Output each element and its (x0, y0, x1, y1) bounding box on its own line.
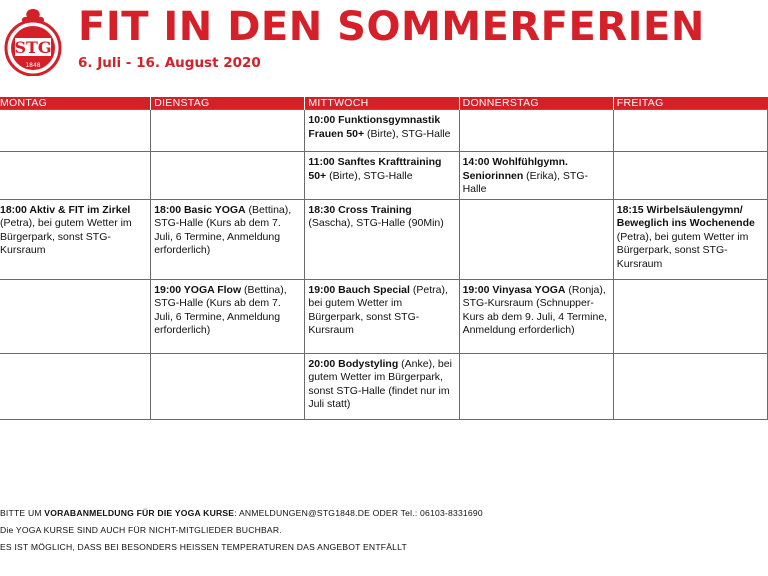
course-details: (Ronja), STG-Kursraum (Schnupper-Kurs ab dem 9. Juli, 4 Termine, Anmeldung erforderlich) (462, 283, 608, 336)
course-title: 20:00 Bodystyling (308, 357, 399, 370)
course-details: (Erika), STG-Halle (462, 169, 588, 195)
schedule-cell-tuesday (151, 152, 305, 200)
schedule-table (0, 97, 768, 420)
schedule-cell-tuesday (151, 199, 305, 279)
day-header-monday: MONTAG (0, 97, 151, 110)
schedule-row (0, 279, 768, 353)
schedule-cell-wednesday (305, 279, 459, 353)
note-non-members: Die YOGA KURSE SIND AUCH FÜR NICHT-MITGLIEDER BUCHBAR. (0, 525, 282, 535)
schedule-cell-wednesday (305, 199, 459, 279)
course-title: 19:00 YOGA Flow (154, 283, 242, 296)
logo-text: STG (14, 38, 52, 57)
course-details: (Bettina), STG-Halle (Kurs ab dem 7. Juli, 6 Termine, Anmeldung erforderlich) (154, 283, 287, 336)
schedule-cell-wednesday (305, 353, 459, 419)
schedule-cell-friday (613, 152, 767, 200)
schedule-cell-monday (0, 199, 151, 279)
course-details: (Birte), STG-Halle (364, 127, 451, 140)
club-logo (0, 6, 66, 76)
page-title: FIT IN DEN SOMMERFERIEN (78, 4, 705, 50)
logo-year: 1848 (25, 62, 41, 69)
course-details: (Petra), bei gutem Wetter im Bürgerpark, sonst STG-Kursraum (0, 217, 132, 256)
course-details: (Bettina), STG-Halle (Kurs ab dem 7. Juli, 6 Termine, Anmeldung erforderlich) (154, 203, 292, 256)
schedule-cell-thursday (459, 152, 613, 200)
day-header-thursday: DONNERSTAG (459, 97, 613, 110)
course-title: 18:15 Wirbelsäulengymn/ Beweglich ins Wochenende (616, 203, 755, 229)
course-details: (Anke), bei gutem Wetter im Bürgerpark, sonst STG-Halle (findet nur im Juli statt) (308, 357, 452, 410)
schedule-cell-thursday (459, 199, 613, 279)
schedule-cell-friday (613, 110, 767, 152)
course-details: (Sascha), STG-Halle (90Min) (308, 217, 444, 229)
course-title: 14:00 Wohlfühlgymn. Seniorinnen (462, 156, 568, 182)
schedule-cell-monday (0, 152, 151, 200)
day-header-friday: FREITAG (613, 97, 767, 110)
schedule-cell-tuesday (151, 353, 305, 419)
course-details: (Petra), bei gutem Wetter im Bürgerpark, sonst STG-Kursraum (308, 283, 448, 336)
course-title: 19:00 Vinyasa YOGA (462, 283, 566, 296)
course-title: 18:30 Cross Training (308, 203, 412, 216)
course-details: (Petra), bei gutem Wetter im Bürgerpark, sonst STG-Kursraum (616, 230, 749, 270)
schedule-cell-friday (613, 199, 767, 279)
schedule-cell-friday (613, 353, 767, 419)
course-title: 11:00 Sanftes Krafttraining 50+ (308, 156, 442, 182)
schedule-cell-friday (613, 279, 767, 353)
schedule-cell-tuesday (151, 279, 305, 353)
schedule-cell-thursday (459, 353, 613, 419)
course-title: 18:00 Basic YOGA (154, 203, 246, 216)
course-title: 10:00 Funktionsgymnastik Frauen 50+ (308, 114, 441, 140)
schedule-cell-thursday (459, 110, 613, 152)
page-subtitle: 6. Juli - 16. August 2020 (78, 55, 261, 71)
course-details: (Birte), STG-Halle (326, 169, 413, 182)
schedule-row (0, 353, 768, 419)
course-title: 19:00 Bauch Special (308, 283, 410, 296)
schedule-cell-monday (0, 110, 151, 152)
schedule-cell-monday (0, 353, 151, 419)
schedule-row (0, 199, 768, 279)
day-header-wednesday: MITTWOCH (305, 97, 459, 110)
schedule-cell-monday (0, 279, 151, 353)
note-heat: ES IST MÖGLICH, DASS BEI BESONDERS HEISSEN TEMPERATUREN DAS ANGEBOT ENTFÄLLT (0, 542, 407, 552)
schedule-cell-wednesday (305, 152, 459, 200)
schedule-row (0, 152, 768, 200)
note-registration: BITTE UM VORABANMELDUNG FÜR DIE YOGA KURSE: ANMELDUNGEN@STG1848.DE ODER Tel.: 06103-8331690 (0, 508, 483, 518)
footer-notes (0, 505, 760, 556)
schedule-cell-tuesday (151, 110, 305, 152)
day-header-row (0, 97, 768, 110)
schedule-row (0, 110, 768, 152)
day-header-tuesday: DIENSTAG (151, 97, 305, 110)
schedule-body (0, 110, 768, 420)
schedule-cell-wednesday (305, 110, 459, 152)
schedule-cell-thursday (459, 279, 613, 353)
course-title: 18:00 Aktiv & FIT im Zirkel (0, 203, 131, 216)
